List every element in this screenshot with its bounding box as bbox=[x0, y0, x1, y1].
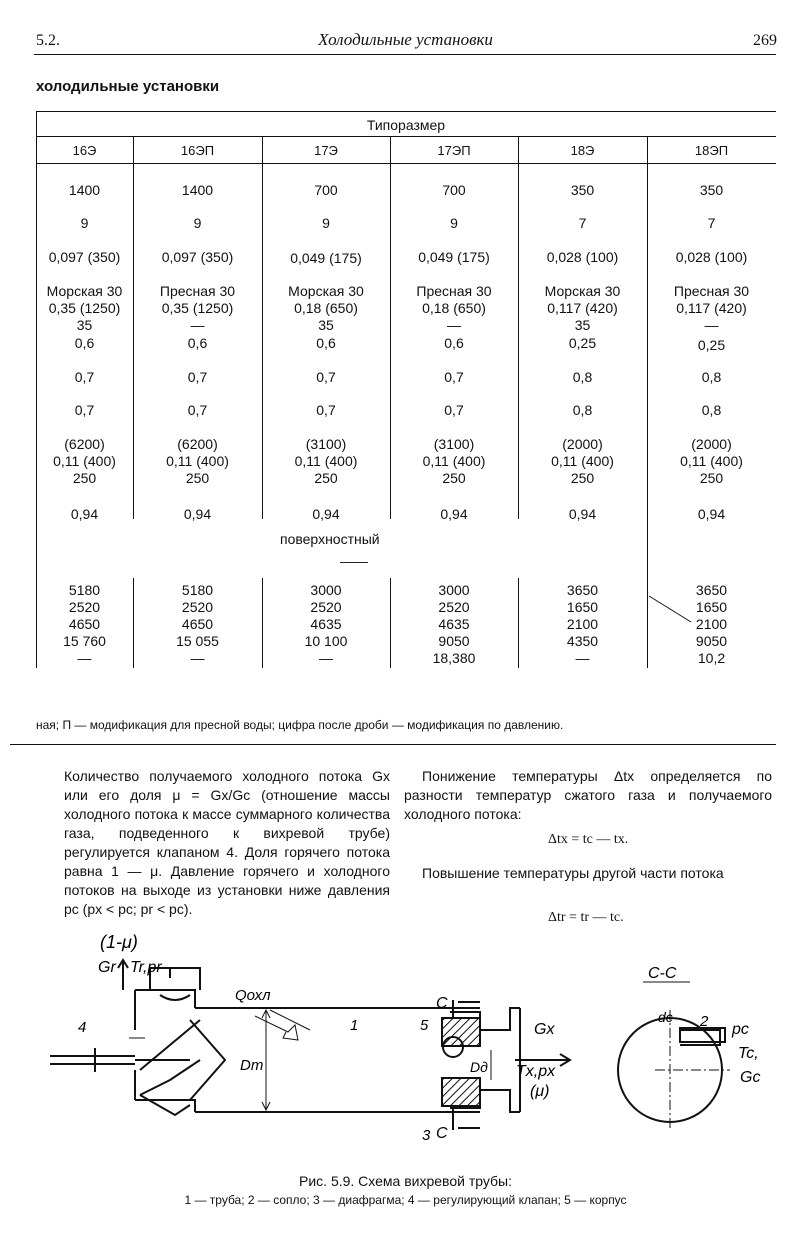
table-cell: 3650 1650 2100 9050 10,2 bbox=[695, 582, 728, 666]
column-header: 16Э bbox=[72, 143, 97, 158]
table-cell: 700 bbox=[314, 182, 338, 198]
table-cell: 0,7 bbox=[187, 402, 208, 418]
table-cell: Морская 30 0,18 (650) 35 bbox=[288, 283, 364, 333]
table-cell: 5180 2520 4650 15 760 — bbox=[63, 582, 106, 666]
table-cell: 0,8 bbox=[701, 402, 722, 418]
label-4: 4 bbox=[78, 1019, 87, 1036]
table-cell: 3000 2520 4635 9050 18,380 bbox=[432, 582, 476, 666]
table-cell: 1400 bbox=[181, 182, 214, 198]
table-cell: 350 bbox=[699, 182, 724, 198]
footnote-rule bbox=[10, 744, 776, 745]
table-cell: 0,7 bbox=[316, 369, 336, 385]
table-cell: 9 bbox=[450, 215, 458, 231]
merged-cell-dash: —— bbox=[340, 553, 368, 569]
table-cell: (6200) 0,11 (400) 250 bbox=[166, 436, 229, 486]
label-q-ohl: Qохл bbox=[235, 987, 271, 1004]
table-cell: 3000 2520 4635 10 100 — bbox=[304, 582, 348, 666]
header-rule bbox=[34, 54, 776, 55]
label-d-d: Dд bbox=[470, 1059, 488, 1075]
section-number: 5.2. bbox=[36, 32, 60, 49]
figure-caption-title: Рис. 5.9. Схема вихревой трубы: bbox=[299, 1173, 512, 1189]
label-g-r: Gr bbox=[98, 959, 116, 976]
label-p-c: pc bbox=[732, 1021, 749, 1038]
table-cell: (2000) 0,11 (400) 250 bbox=[551, 436, 614, 486]
table-cell: Морская 30 0,35 (1250) 35 bbox=[46, 283, 123, 333]
table-cell: 9 bbox=[80, 215, 89, 231]
table-cell: Морская 30 0,117 (420) 35 bbox=[544, 283, 621, 333]
table-cell: 350 bbox=[570, 182, 595, 198]
table-cell: 0,94 bbox=[568, 506, 597, 522]
column-header: 17Э bbox=[314, 143, 338, 158]
running-title: Холодильные установки bbox=[318, 30, 493, 49]
table-cell: 0,028 (100) bbox=[675, 249, 748, 265]
table-cell: Пресная 30 0,35 (1250) — bbox=[159, 283, 236, 333]
formula-delta-tr: Δtr = tr — tc. bbox=[548, 910, 624, 925]
label-2: 2 bbox=[700, 1013, 709, 1030]
body-paragraph-left: Количество получаемого холодного потока Gx или его доля μ = Gx/Gc (отношение массы холодного потока к массе суммарного количества газа, подведенного к вихревой трубе) регулируется клапаном 4. Доля горячего потока равна 1 — μ. Давление горячего и холодного потоков на выходе из установки ниже давления pc (px < pc; pr < pc). bbox=[64, 768, 390, 917]
table-cell: 0,7 bbox=[74, 402, 95, 418]
table-cell: 0,8 bbox=[572, 402, 593, 418]
table-cell: 0,097 (350) bbox=[48, 249, 121, 265]
table-top-rule bbox=[36, 111, 776, 112]
vortex-tube-diagram bbox=[40, 930, 780, 1175]
page-number: 269 bbox=[753, 32, 777, 49]
table-cell: 0,7 bbox=[187, 369, 208, 385]
label-g-c: Gc bbox=[740, 1069, 761, 1086]
column-header: 18Э bbox=[570, 143, 595, 158]
table-cell: 1400 bbox=[68, 182, 101, 198]
label-mu: (μ) bbox=[530, 1083, 550, 1100]
label-5: 5 bbox=[420, 1017, 429, 1034]
table-cell: 0,7 bbox=[444, 369, 464, 385]
table-cell: 0,049 (175) bbox=[290, 250, 362, 266]
label-t-c: Tc, bbox=[738, 1045, 759, 1062]
table-cell: 0,25 bbox=[568, 335, 597, 351]
figure-caption-legend: 1 — труба; 2 — сопло; 3 — диафрагма; 4 — регулирующий клапан; 5 — корпус bbox=[184, 1193, 627, 1207]
table-cell: 0,94 bbox=[312, 506, 340, 522]
label-d-t: Dт bbox=[240, 1057, 264, 1074]
table-cell: 0,7 bbox=[444, 402, 464, 418]
table-cell: (3100) 0,11 (400) 250 bbox=[422, 436, 486, 486]
table-cell: (6200) 0,11 (400) 250 bbox=[53, 436, 116, 486]
label-g-x: Gx bbox=[534, 1021, 555, 1038]
table-cell: 0,7 bbox=[316, 402, 336, 418]
table-cell: 0,6 bbox=[316, 335, 336, 351]
hand-mark bbox=[647, 594, 707, 624]
table-cell: (3100) 0,11 (400) 250 bbox=[294, 436, 358, 486]
table-cell: 700 bbox=[442, 182, 466, 198]
table-cell: (2000) 0,11 (400) 250 bbox=[680, 436, 743, 486]
merged-cell-label: поверхностный bbox=[280, 531, 380, 547]
table-cell: 0,097 (350) bbox=[161, 249, 234, 265]
column-header: 16ЭП bbox=[180, 143, 215, 158]
table-cell: 9 bbox=[322, 215, 330, 231]
table-cell: Пресная 30 0,18 (650) — bbox=[416, 283, 492, 333]
column-header: 18ЭП bbox=[694, 143, 729, 158]
label-d-c: dc bbox=[658, 1009, 673, 1025]
table-cell: 0,049 (175) bbox=[418, 249, 490, 265]
label-3: 3 bbox=[422, 1127, 431, 1144]
table-cell: 3650 1650 2100 4350 — bbox=[566, 582, 599, 666]
table-cell: 0,6 bbox=[444, 335, 464, 351]
table-title: Типоразмер bbox=[366, 117, 446, 133]
table-cell: 9 bbox=[193, 215, 202, 231]
table-cell: 0,25 bbox=[697, 337, 726, 353]
table-cell: 0,6 bbox=[74, 335, 95, 351]
table-cell: 7 bbox=[578, 215, 587, 231]
table-cell: 0,94 bbox=[183, 506, 212, 522]
table-header-bottom-rule bbox=[36, 163, 776, 164]
label-section-c-c: C-C bbox=[648, 965, 677, 982]
body-paragraph-right-1: Понижение температуры Δtx определяется по разности температур сжатого газа и получаемого холодного потока: bbox=[404, 768, 772, 822]
table-cell: 0,028 (100) bbox=[546, 249, 619, 265]
label-one-minus-mu: (1-μ) bbox=[100, 932, 138, 952]
table-cell: 0,7 bbox=[74, 369, 95, 385]
table-cell: 0,6 bbox=[187, 335, 208, 351]
table-cell: 5180 2520 4650 15 055 — bbox=[176, 582, 219, 666]
label-section-c-top: C bbox=[436, 995, 448, 1012]
table-footnote: ная; П — модификация для пресной воды; цифра после дроби — модификация по давлению. bbox=[36, 718, 564, 732]
label-t-r-p-r: Tr,pr bbox=[130, 959, 162, 976]
table-cell: Пресная 30 0,117 (420) — bbox=[673, 283, 750, 333]
table-sub-rule bbox=[36, 136, 776, 137]
table-cell: 0,94 bbox=[440, 506, 468, 522]
section-title: холодильные установки bbox=[36, 78, 220, 95]
column-header: 17ЭП bbox=[437, 143, 471, 158]
body-paragraph-right-2: Повышение температуры другой части потока bbox=[422, 865, 724, 881]
table-cell: 0,8 bbox=[701, 369, 722, 385]
label-section-c-bottom: C bbox=[436, 1125, 448, 1142]
table-cell: 7 bbox=[707, 215, 716, 231]
table-cell: 0,94 bbox=[697, 506, 726, 522]
table-cell: 0,8 bbox=[572, 369, 593, 385]
label-t-x-p-x: Tx,px bbox=[516, 1063, 556, 1080]
label-1: 1 bbox=[350, 1017, 359, 1034]
table-cell: 0,94 bbox=[70, 506, 99, 522]
formula-delta-tx: Δtx = tc — tx. bbox=[548, 832, 629, 847]
